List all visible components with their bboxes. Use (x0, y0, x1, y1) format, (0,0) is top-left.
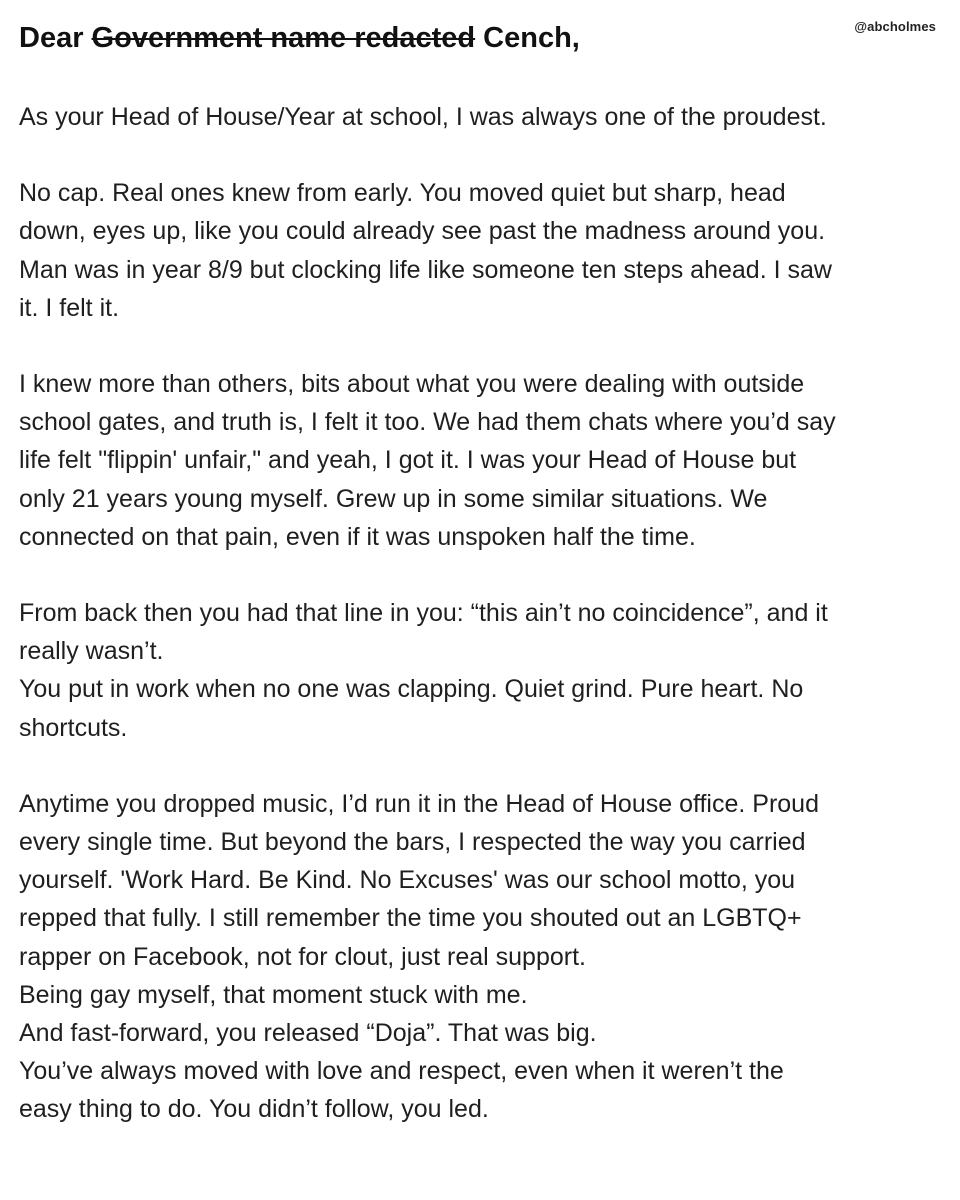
text-line: And fast-forward, you released “Doja”. That was big. (19, 1019, 597, 1048)
paragraph-4 (19, 594, 936, 747)
text-line: down, eyes up, like you could already see past the madness around you. (19, 217, 826, 246)
text-line: school gates, and truth is, I felt it too. We had them chats where you’d say (19, 408, 836, 437)
text-line: life felt "flippin' unfair," and yeah, I got it. I was your Head of House but (19, 446, 797, 475)
paragraph-5 (19, 785, 936, 1129)
salutation-suffix: Cench, (475, 22, 580, 54)
text-line: rapper on Facebook, not for clout, just real support. (19, 942, 586, 971)
text-line: As your Head of House/Year at school, I was always one of the proudest. (19, 103, 827, 131)
text-line: Man was in year 8/9 but clocking life like someone ten steps ahead. I saw (19, 255, 832, 284)
text-line: Being gay myself, that moment stuck with me. (19, 980, 528, 1009)
salutation (19, 18, 936, 58)
text-line: You’ve always moved with love and respect, even when it weren’t the (19, 1057, 784, 1086)
text-line: yourself. 'Work Hard. Be Kind. No Excuses' was our school motto, you (19, 866, 796, 895)
author-handle: @abcholmes (854, 19, 936, 34)
text-line: connected on that pain, even if it was unspoken half the time. (19, 522, 696, 551)
paragraph-2 (19, 174, 936, 327)
text-line: easy thing to do. You didn’t follow, you led. (19, 1095, 489, 1124)
text-line: Anytime you dropped music, I’d run it in the Head of House office. Proud (19, 789, 819, 818)
paragraph-1 (19, 98, 936, 136)
letter-body (19, 98, 936, 1129)
text-line: repped that fully. I still remember the time you shouted out an LGBTQ+ (19, 904, 802, 933)
redacted-name: Government name redacted (91, 22, 476, 54)
text-line: I knew more than others, bits about what you were dealing with outside (19, 370, 805, 399)
text-line: every single time. But beyond the bars, I respected the way you carried (19, 828, 806, 857)
salutation-prefix: Dear (19, 22, 92, 54)
text-line: only 21 years young myself. Grew up in some similar situations. We (19, 484, 768, 513)
text-line: it. I felt it. (19, 293, 120, 322)
paragraph-3 (19, 365, 936, 556)
text-line: You put in work when no one was clapping. Quiet grind. Pure heart. No (19, 675, 804, 704)
text-line: From back then you had that line in you: “this ain’t no coincidence”, and it (19, 599, 828, 628)
text-line: really wasn’t. (19, 637, 164, 666)
text-line: No cap. Real ones knew from early. You moved quiet but sharp, head (19, 179, 786, 208)
text-line: shortcuts. (19, 713, 128, 742)
